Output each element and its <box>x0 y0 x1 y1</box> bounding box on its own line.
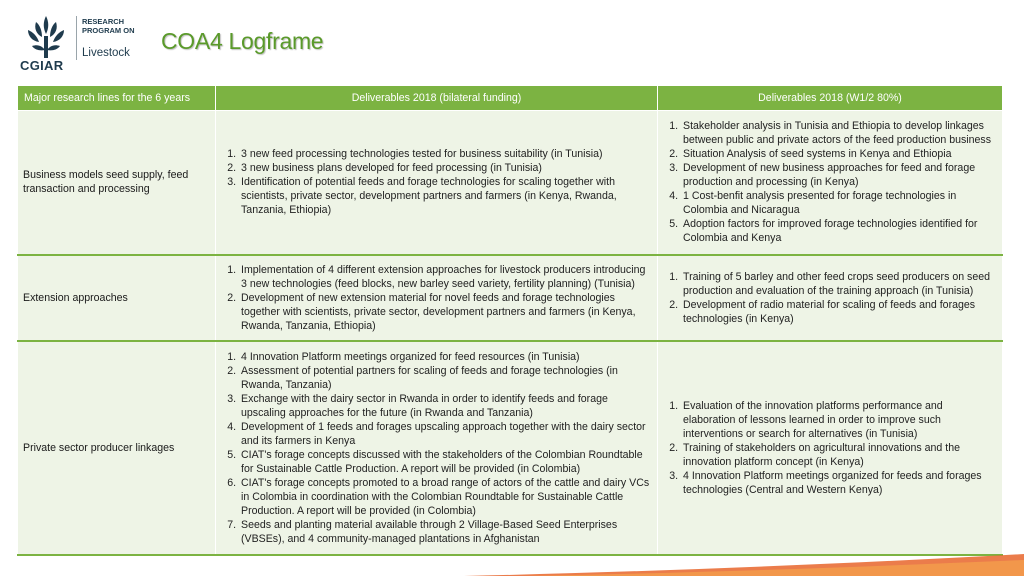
deliverable-item: 2. Development of new extension material for novel feeds and forage technologies together with scientists, private sector, development partners and farmers (in Kenya, Rwanda, Tanzania, Ethiopia) <box>239 291 653 333</box>
page-title: COA4 Logframe <box>161 28 324 54</box>
deliverables-list <box>220 350 653 546</box>
deliverables-list <box>662 399 998 497</box>
deliverable-item: 5. Adoption factors for improved forage technologies identified for Colombia and Kenya <box>681 217 998 245</box>
logframe-table <box>17 85 1003 556</box>
logo-divider <box>76 16 77 60</box>
deliverable-item: 3. Identification of potential feeds and forage technologies for scaling together with scientists, private sector, development partners and farmers (in Kenya, Rwanda, Tanzania, Ethiopia) <box>239 175 653 217</box>
deliverable-item: 1. Stakeholder analysis in Tunisia and Ethiopia to develop linkages between public and private actors of the feed production business <box>681 119 998 147</box>
header-research-lines: Major research lines for the 6 years <box>18 86 216 111</box>
decorative-curve <box>464 554 1024 576</box>
w12-deliverables-cell <box>658 341 1003 555</box>
research-line-cell: Business models seed supply, feed transaction and processing <box>18 111 216 255</box>
bilateral-deliverables-cell <box>216 341 658 555</box>
table-row <box>18 341 1003 555</box>
table-row <box>18 255 1003 341</box>
deliverable-item: 4. Development of 1 feeds and forages upscaling approach together with the dairy sector and its farmers in Kenya <box>239 420 653 448</box>
cgiar-wordmark: CGIAR <box>20 58 64 73</box>
deliverable-item: 2. Training of stakeholders on agricultural innovations and the innovation platform concept (in Kenya) <box>681 441 998 469</box>
deliverable-item: 5. CIAT's forage concepts discussed with the stakeholders of the Colombian Roundtable for Sustainable Cattle Production. A report will be provided (in Colombia) <box>239 448 653 476</box>
deliverable-item: 1. Training of 5 barley and other feed crops seed producers on seed production and evaluation of the training approach (in Tunisia) <box>681 270 998 298</box>
table-body <box>18 111 1003 555</box>
deliverable-item: 3. Exchange with the dairy sector in Rwanda in order to identify feeds and forage upscaling approaches for the future (in Rwanda and Tanzania) <box>239 392 653 420</box>
deliverable-item: 2. 3 new business plans developed for feed processing (in Tunisia) <box>239 161 653 175</box>
logo-research-text <box>82 17 135 35</box>
w12-deliverables-cell <box>658 111 1003 255</box>
header-w12: Deliverables 2018 (W1/2 80%) <box>658 86 1003 111</box>
bilateral-deliverables-cell <box>216 111 658 255</box>
deliverable-item: 7. Seeds and planting material available through 2 Village-Based Seed Enterprises (VBSEs), and 4 community-managed plantations in Afghanistan <box>239 518 653 546</box>
deliverable-item: 3. Development of new business approaches for feed and forage production and processing (in Kenya) <box>681 161 998 189</box>
research-line-cell: Extension approaches <box>18 255 216 341</box>
table-row <box>18 111 1003 255</box>
w12-deliverables-cell <box>658 255 1003 341</box>
deliverable-item: 1. Evaluation of the innovation platforms performance and elaboration of lessons learned in order to improve such interventions or search for alternatives (in Tunisia) <box>681 399 998 441</box>
deliverable-item: 2. Assessment of potential partners for scaling of feeds and forage technologies (in Rwanda, Tanzania) <box>239 364 653 392</box>
wheat-sheaf-icon <box>22 14 70 60</box>
deliverables-list <box>662 270 998 326</box>
logo-livestock: Livestock <box>82 47 130 59</box>
logo-program-on: PROGRAM ON <box>82 26 135 35</box>
cgiar-livestock-logo <box>18 14 148 76</box>
deliverables-list <box>220 263 653 333</box>
table-header-row <box>18 86 1003 111</box>
deliverable-item: 2. Development of radio material for scaling of feeds and forages technologies (in Kenya) <box>681 298 998 326</box>
research-line-cell: Private sector producer linkages <box>18 341 216 555</box>
deliverable-item: 4. 1 Cost-benfit analysis presented for forage technologies in Colombia and Nicaragua <box>681 189 998 217</box>
deliverable-item: 6. CIAT's forage concepts promoted to a broad range of actors of the cattle and dairy VCs in Colombia in coordination with the Colombian Roundtable for Sustainable Cattle Production. A report will be provided (in Colombia) <box>239 476 653 518</box>
bilateral-deliverables-cell <box>216 255 658 341</box>
deliverable-item: 1. 4 Innovation Platform meetings organized for feed resources (in Tunisia) <box>239 350 653 364</box>
deliverable-item: 3. 4 Innovation Platform meetings organized for feeds and forages technologies (Central and Western Kenya) <box>681 469 998 497</box>
deliverable-item: 1. 3 new feed processing technologies tested for business suitability (in Tunisia) <box>239 147 653 161</box>
deliverables-list <box>662 119 998 245</box>
deliverable-item: 2. Situation Analysis of seed systems in Kenya and Ethiopia <box>681 147 998 161</box>
deliverables-list <box>220 147 653 217</box>
deliverable-item: 1. Implementation of 4 different extension approaches for livestock producers introducing 3 new technologies (feed blocks, new barley seed variety, fertility planning) (Tunisia) <box>239 263 653 291</box>
logo-research: RESEARCH <box>82 17 125 26</box>
header-bilateral: Deliverables 2018 (bilateral funding) <box>216 86 658 111</box>
